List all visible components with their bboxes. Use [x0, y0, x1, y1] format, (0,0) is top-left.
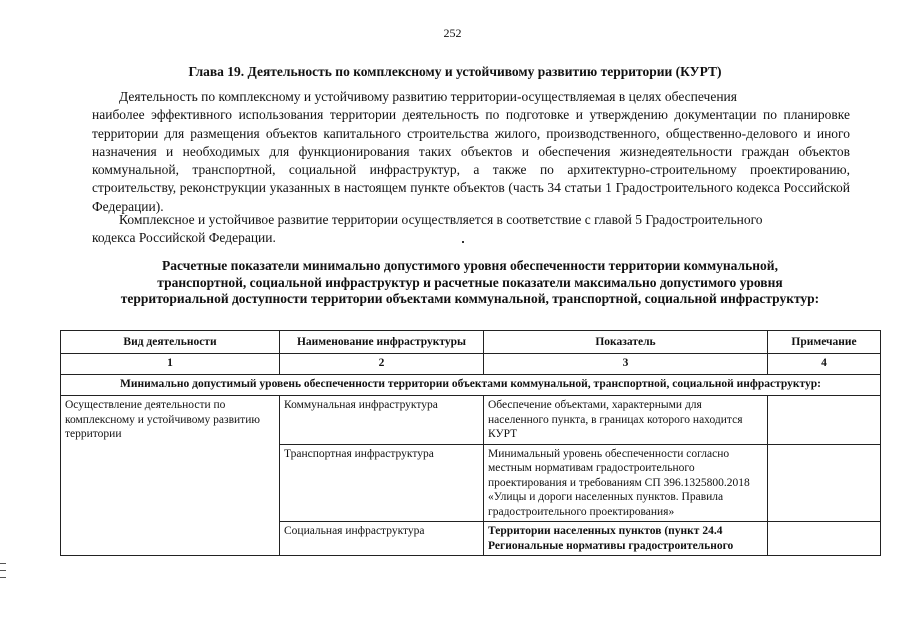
note-cell	[768, 444, 881, 522]
chapter-title: Глава 19. Деятельность по комплексному и устойчивому развитию территории (КУРТ)	[188, 64, 722, 79]
table-column-numbers-row	[61, 354, 881, 375]
scan-edge-marks	[0, 563, 6, 584]
paragraph-rest: кодекса Российской Федерации.	[92, 230, 276, 246]
column-number: 2	[280, 354, 484, 375]
column-number: 3	[484, 354, 768, 375]
infrastructure-cell: Коммунальная инфраструктура	[280, 396, 484, 445]
paragraph-reference	[92, 211, 850, 248]
paragraph-rest: наиболее эффективного использования территории деятельность по подготовке и утверждению документации по планировке территории для размещения объектов капитального строительства жилого, производственного, общественно-делового и иного назначения и необходимых для функционирования таких объектов и обеспечения жизнедеятельности граждан объектов коммунальной, транспортной, социальной инфраструктур, а также по архитектурно-строительному проектированию, строительству, реконструкции указанных в настоящем пункте объектов (часть 34 статьи 1 Градостроительного кодекса Российской Федерации).	[92, 107, 850, 214]
table-row	[61, 396, 881, 445]
header-infrastructure: Наименование инфраструктуры	[280, 331, 484, 354]
table-heading: Расчетные показатели минимально допустимого уровня обеспеченности территории коммунальной, транспортной, социальной инфраструктур и расчетные показатели максимально допустимого уровня территориальной доступности территории объектами коммунальной, транспортной, социальной инфраструктур:	[120, 258, 820, 307]
header-note: Примечание	[768, 331, 881, 354]
paragraph-first-line: Деятельность по комплексному и устойчивому развитию территории-осуществляемая в целях обеспечения	[119, 89, 737, 104]
section-title: Минимально допустимый уровень обеспеченности территории объектами коммунальной, транспортной, социальной инфраструктур:	[61, 375, 881, 396]
infrastructure-cell: Социальная инфраструктура	[280, 522, 484, 556]
page-number: 252	[443, 26, 462, 40]
activity-cell: Осуществление деятельности по комплексному и устойчивому развитию территории	[61, 396, 280, 556]
indicator-cell: Обеспечение объектами, характерными для населенного пункта, в границах которого находится КУРТ	[484, 396, 768, 445]
header-indicator: Показатель	[484, 331, 768, 354]
indicators-table	[60, 330, 881, 556]
note-cell	[768, 522, 881, 556]
header-activity: Вид деятельности	[61, 331, 280, 354]
note-cell	[768, 396, 881, 445]
paragraph-definition	[92, 88, 850, 216]
column-number: 1	[61, 354, 280, 375]
paragraph-first-line: Комплексное и устойчивое развитие территории осуществляется в соответствие с главой 5 Градостроительного	[119, 212, 763, 227]
infrastructure-cell: Транспортная инфраструктура	[280, 444, 484, 522]
indicator-cell: Территории населенных пунктов (пункт 24.4 Региональные нормативы градостроительного	[484, 522, 768, 556]
scan-speck	[462, 241, 464, 243]
column-number: 4	[768, 354, 881, 375]
table-section-row	[61, 375, 881, 396]
table-header-row	[61, 331, 881, 354]
indicator-cell: Минимальный уровень обеспеченности согласно местным нормативам градостроительного проектирования и требованиям СП 396.1325800.2018 «Улицы и дороги населенных пунктов. Правила градостроительного проектирования»	[484, 444, 768, 522]
